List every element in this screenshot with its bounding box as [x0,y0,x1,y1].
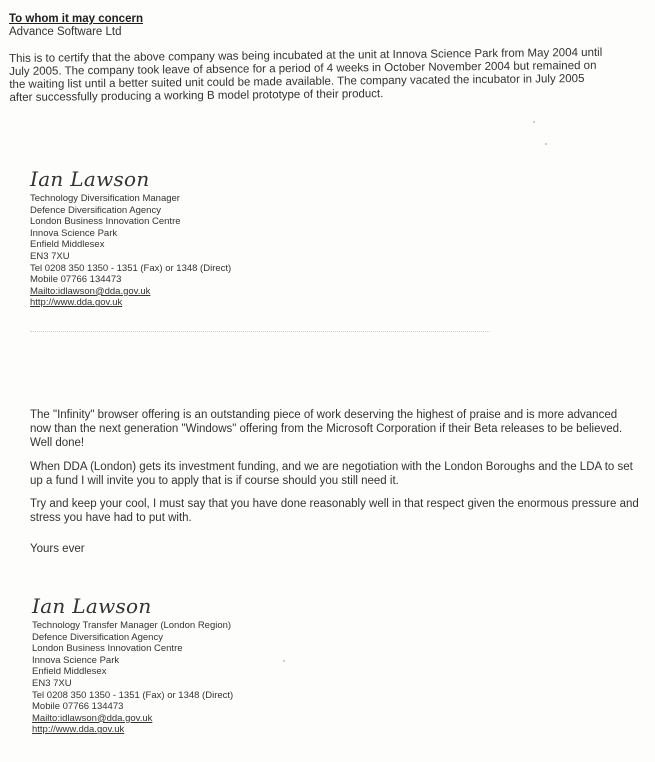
signatory-name: Ian Lawson [32,594,152,618]
signature-block-1 [30,167,231,309]
centre-name: London Business Innovation Centre [30,216,181,228]
address-line: Innova Science Park [30,227,118,239]
body-paragraph: When DDA (London) gets its investment funding, and we are negotiation with the London Boroughs and the LDA to set up a fund I will invite you to apply that is if course should you still need it. [30,460,633,487]
letter-heading: To whom it may concern [9,13,143,25]
contact-details [30,193,231,309]
telephone: Tel 0208 350 1350 - 1351 (Fax) or 1348 (Direct) [32,689,234,701]
letter-body [30,408,640,566]
agency-name: Defence Diversification Agency [30,204,161,216]
mobile: Mobile 07766 134473 [32,701,124,713]
website-link[interactable]: http://www.dda.gov.uk [30,297,123,309]
mobile: Mobile 07766 134473 [30,274,122,286]
job-title: Technology Transfer Manager (London Region) [32,620,232,631]
signature-block-2 [32,594,233,736]
centre-name: London Business Innovation Centre [32,643,183,655]
closing-line: Yours ever [30,543,85,556]
scan-speck [545,143,547,145]
scan-divider [30,331,490,333]
agency-name: Defence Diversification Agency [32,631,163,643]
address-line: Enfield Middlesex [30,239,105,251]
address-line: Innova Science Park [32,654,120,666]
address-line: Enfield Middlesex [32,666,107,678]
scan-speck [533,121,535,123]
telephone: Tel 0208 350 1350 - 1351 (Fax) or 1348 (Direct) [30,262,232,274]
signatory-name: Ian Lawson [30,167,150,191]
website-link[interactable]: http://www.dda.gov.uk [32,724,125,736]
body-paragraph: The "Infinity" browser offering is an outstanding piece of work deserving the highest of praise and is more advanced now than the next generation "Windows" offering from the Microsoft Corporation if their Beta releases to be believed. Well done! [30,409,623,450]
contact-details [32,620,233,736]
email-link[interactable]: Mailto:idlawson@dda.gov.uk [30,285,151,297]
email-link[interactable]: Mailto:idlawson@dda.gov.uk [32,712,153,724]
certificate-paragraph: This is to certify that the above company was being incubated at the unit at Innova Science Park from May 2004 until July 2005. The company took leave of absence for a period of 4 weeks in October November 2004 but remained on the waiting list until a better suited unit could be made available. The company vacated the incubator in July 2005 after successfully producing a working B model prototype of their product. [9,46,603,104]
scan-speck [283,660,285,662]
postcode: EN3 7XU [30,250,70,262]
company-name: Advance Software Ltd [9,26,122,38]
postcode: EN3 7XU [32,677,72,689]
job-title: Technology Diversification Manager [30,193,180,204]
body-paragraph: Try and keep your cool, I must say that you have done reasonably well in that respect given the enormous pressure and stress you have had to put with. [30,498,639,525]
